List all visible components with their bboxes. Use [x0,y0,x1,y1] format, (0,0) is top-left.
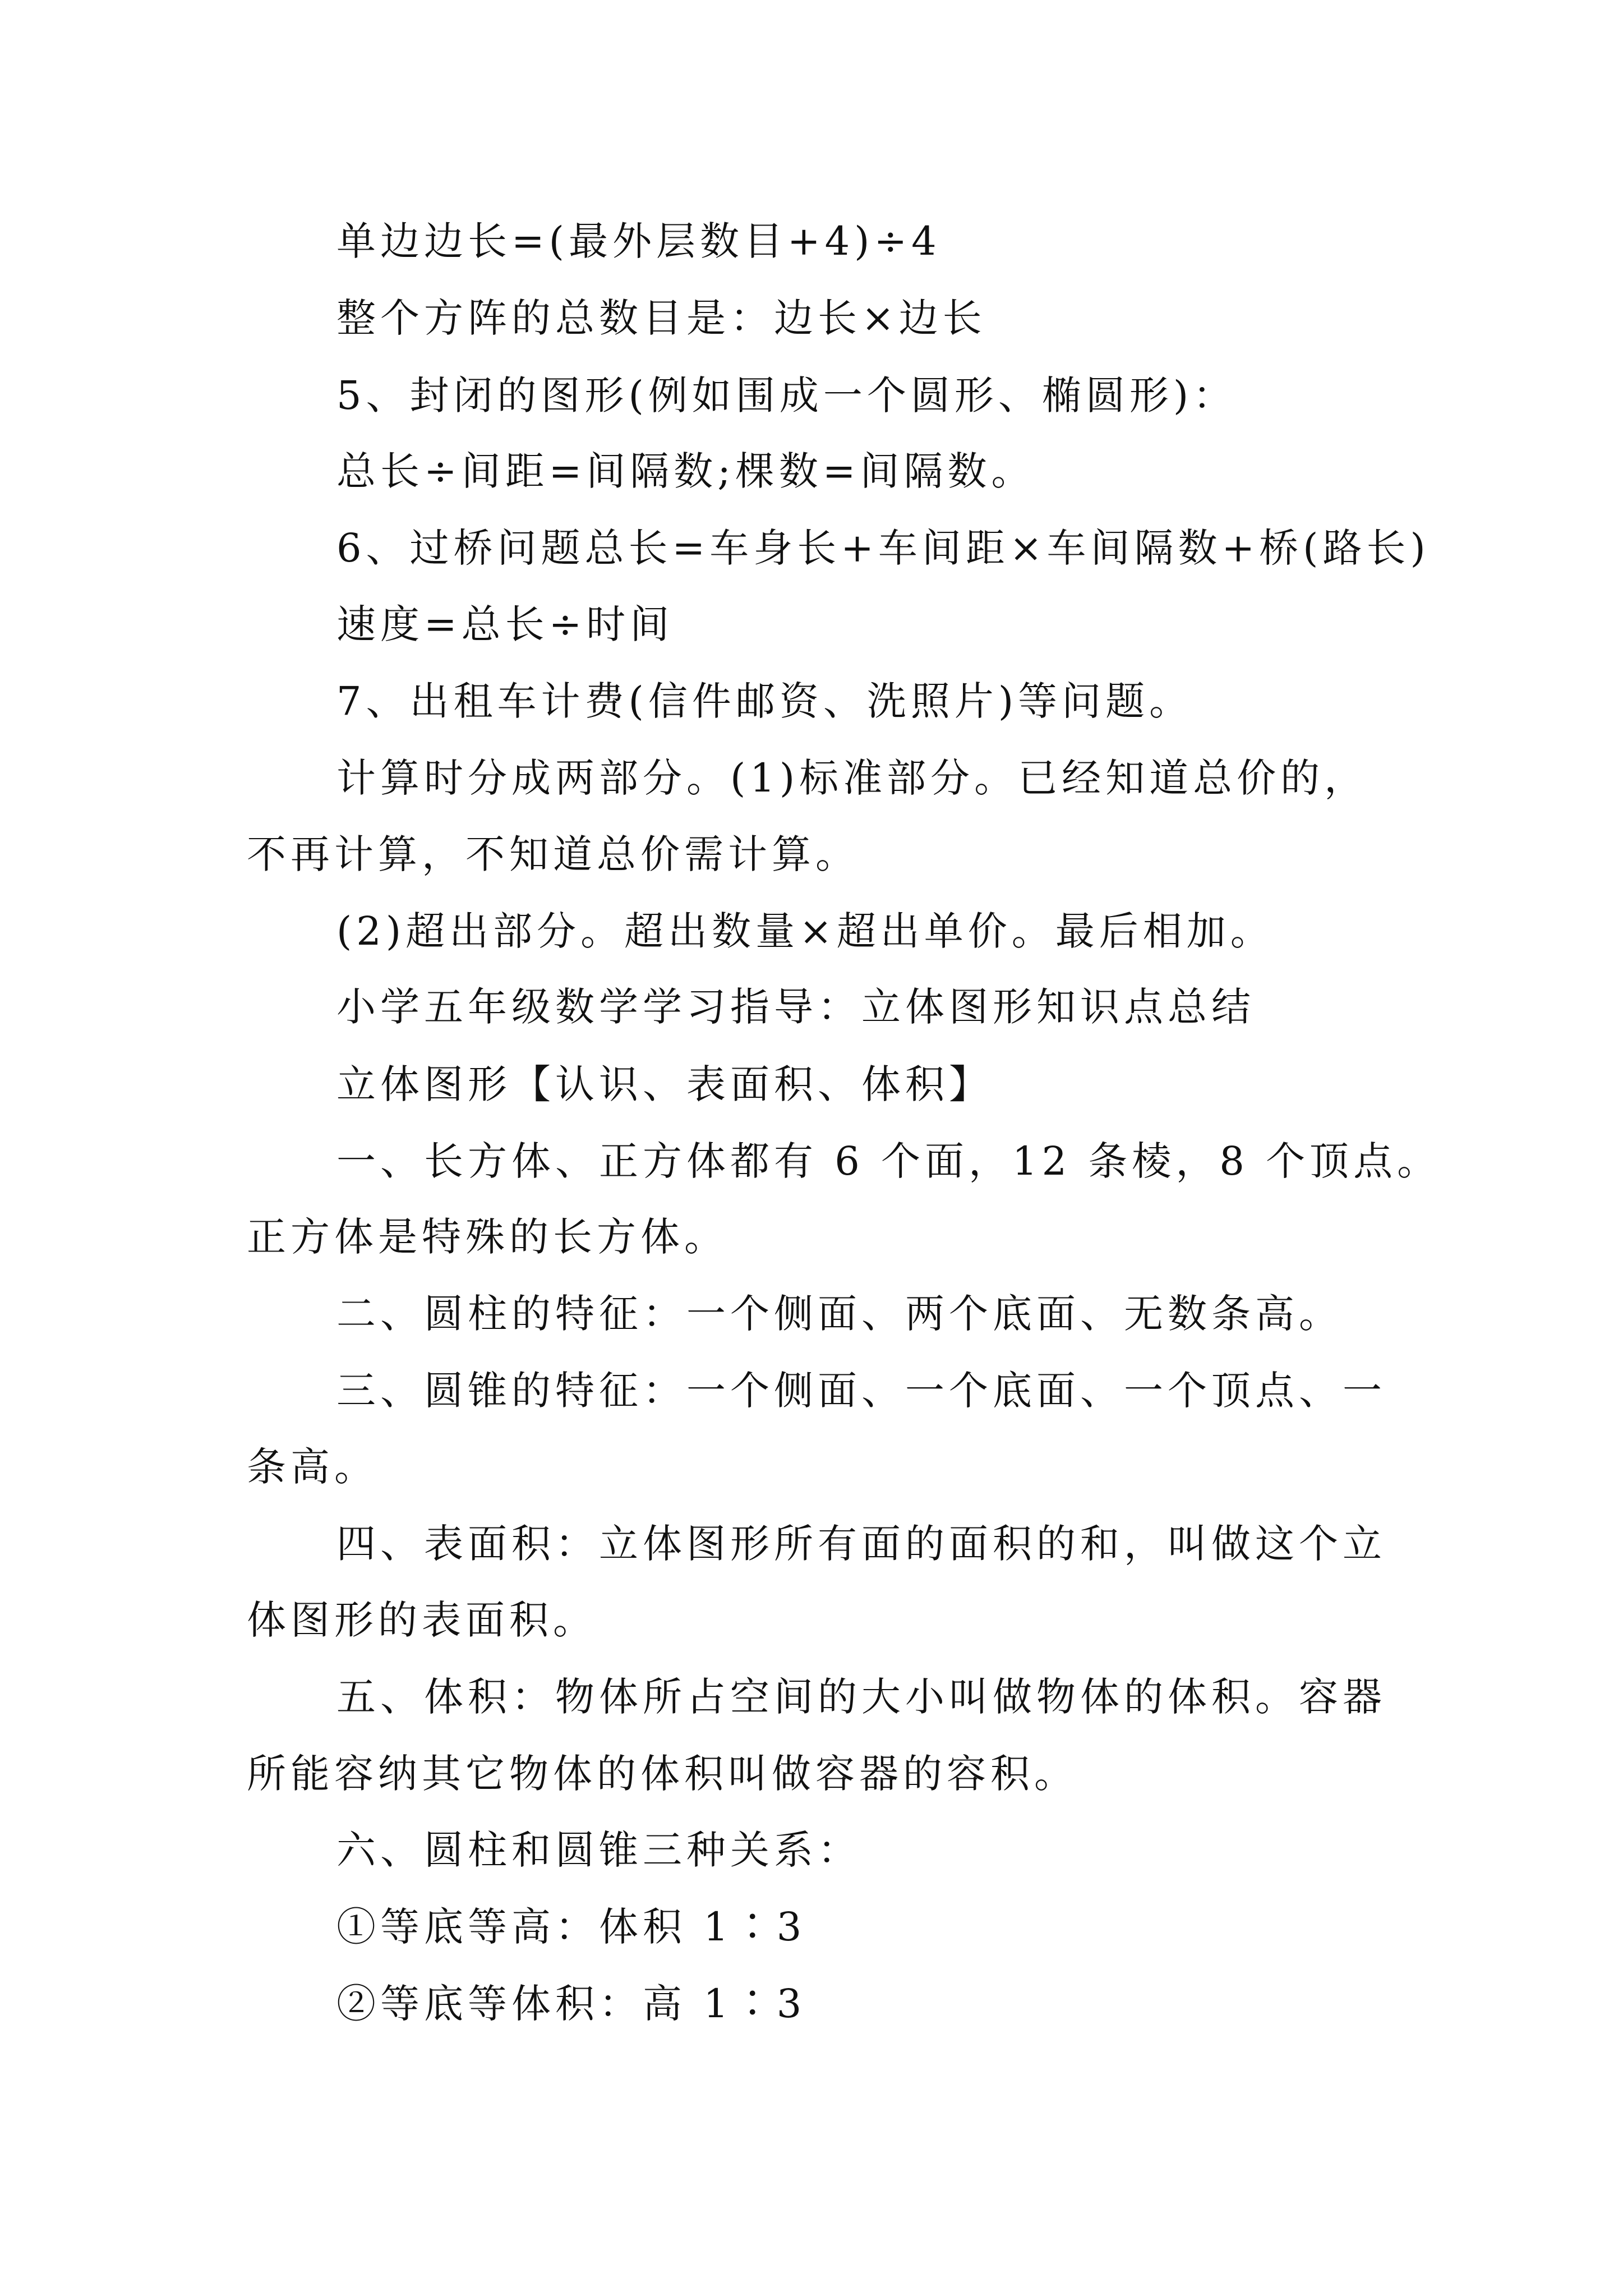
text-line: 正方体是特殊的长方体。 [247,1214,728,1260]
text-line: 六、圆柱和圆锥三种关系： [336,1827,861,1873]
text-line: 不再计算，不知道总价需计算。 [247,831,859,877]
text-line: 条高。 [247,1444,378,1490]
text-line: 5、封闭的图形(例如围成一个圆形、椭圆形)： [336,372,1237,418]
text-line: 四、表面积：立体图形所有面的面积的和，叫做这个立 [336,1521,1386,1567]
text-line: 6、过桥问题总长=车身长+车间距×车间隔数+桥(路长) [336,525,1430,571]
text-line: 速度=总长÷时间 [336,601,674,647]
section-heading: 小学五年级数学学习指导：立体图形知识点总结 [336,984,1255,1030]
text-line: 总长÷间距=间隔数;棵数=间隔数。 [336,448,1035,494]
text-line: 整个方阵的总数目是：边长×边长 [336,295,986,341]
subsection-heading: 立体图形【认识、表面积、体积】 [336,1061,993,1107]
text-line: 五、体积：物体所占空间的大小叫做物体的体积。容器 [336,1674,1386,1720]
text-line: ②等底等体积：高 1∶3 [336,1981,806,2027]
text-line: ①等底等高：体积 1∶3 [336,1904,806,1950]
text-line: 所能容纳其它物体的体积叫做容器的容积。 [247,1751,1078,1797]
text-line: 7、出租车计费(信件邮资、洗照片)等问题。 [336,678,1193,724]
text-line: 单边边长=(最外层数目+4)÷4 [336,218,941,264]
text-line: 一、长方体、正方体都有 6 个面，12 条棱，8 个顶点。 [336,1138,1441,1184]
text-line: 体图形的表面积。 [247,1597,597,1643]
text-line: (2)超出部分。超出数量×超出单价。最后相加。 [336,908,1274,954]
text-line: 二、圆柱的特征：一个侧面、两个底面、无数条高。 [336,1291,1343,1337]
text-line: 计算时分成两部分。(1)标准部分。已经知道总价的， [336,755,1368,801]
text-line: 三、圆锥的特征：一个侧面、一个底面、一个顶点、一 [336,1368,1386,1414]
